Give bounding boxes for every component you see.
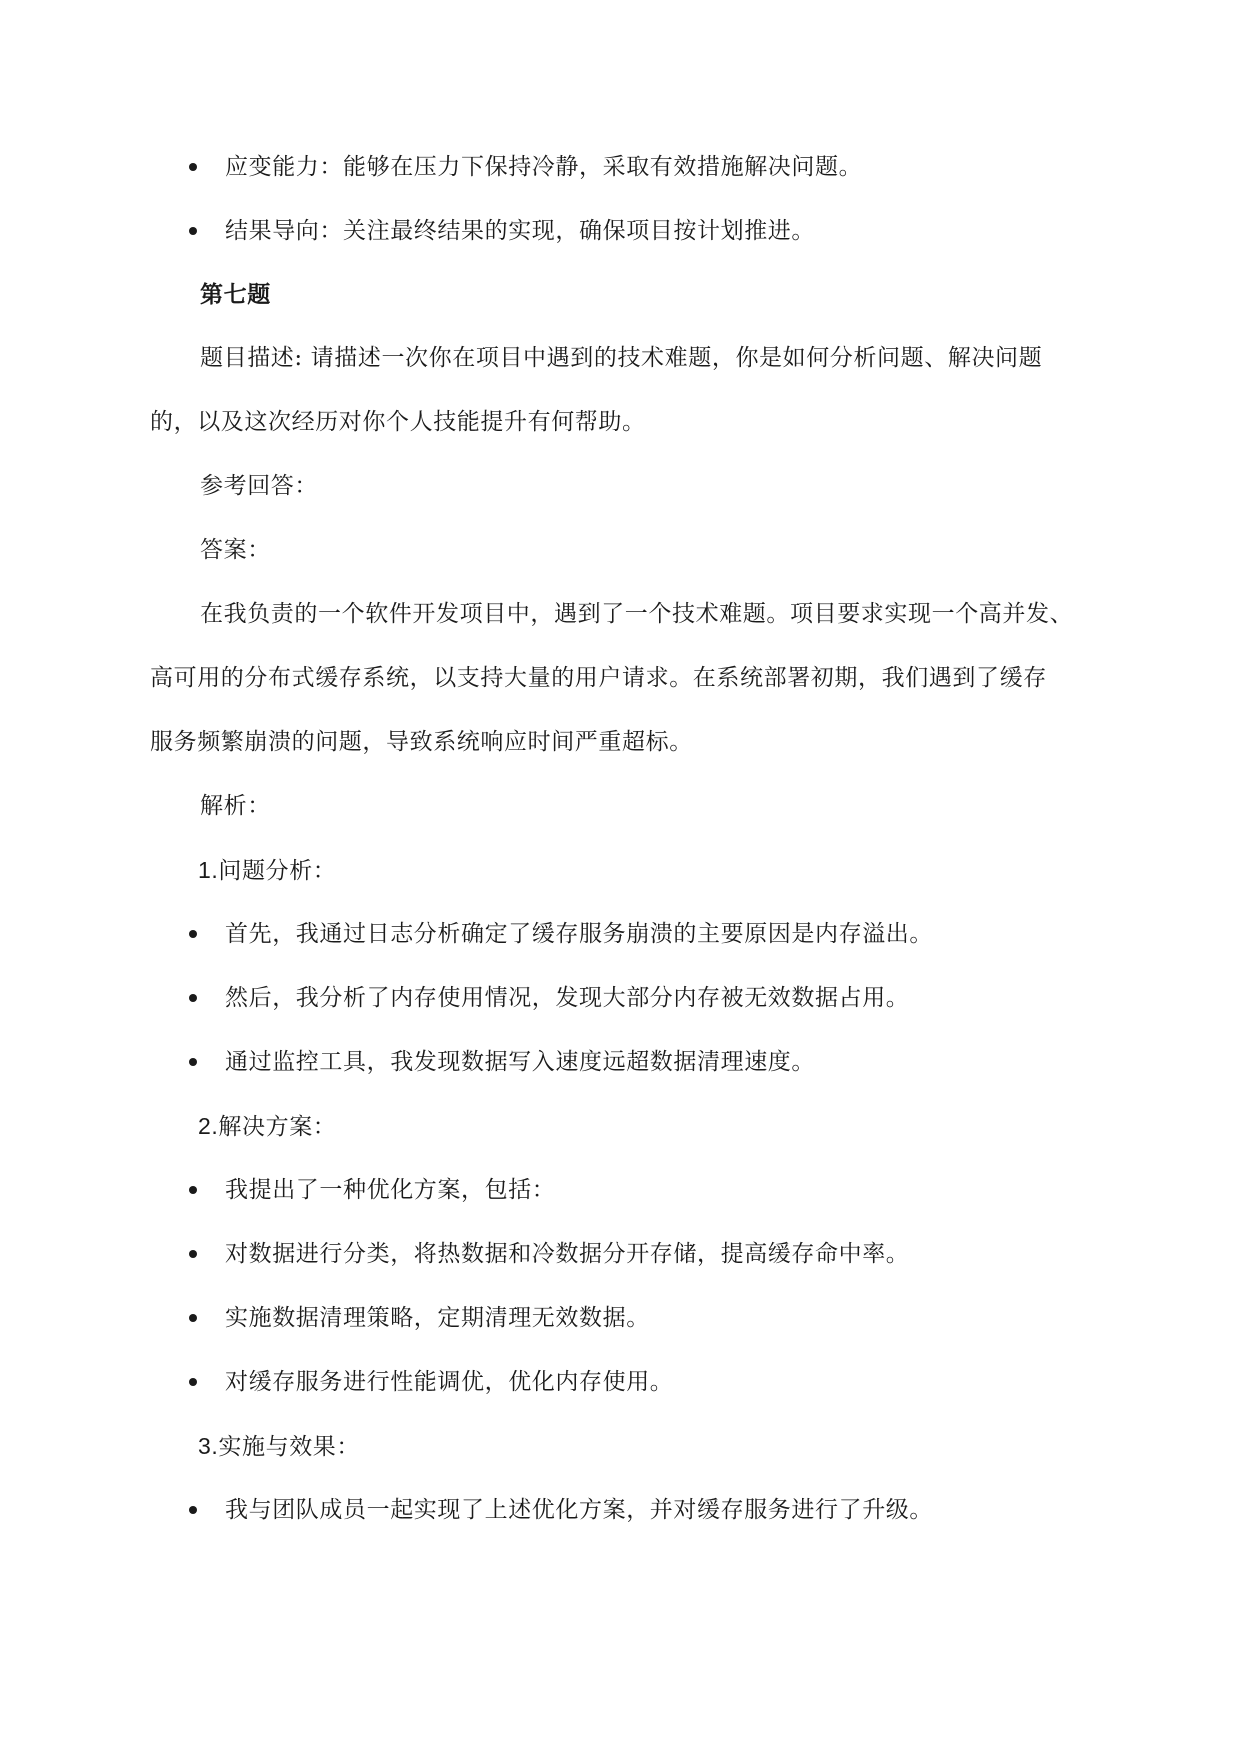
analysis-label: 解析： — [200, 793, 271, 819]
section-1-bullet-1: 首先，我通过日志分析确定了缓存服务崩溃的主要原因是内存溢出。 — [225, 921, 933, 947]
bullet-dot — [189, 1250, 197, 1258]
section-1-number: 1. — [198, 857, 219, 883]
bullet-dot — [189, 930, 197, 938]
section-2-title: 解决方案： — [218, 1114, 337, 1140]
section-1-title: 问题分析： — [218, 858, 337, 884]
question-description-line-1: 题目描述: 请描述一次你在项目中遇到的技术难题，你是如何分析问题、解决问题 — [200, 345, 1043, 371]
answer-paragraph-line-3: 服务频繁崩溃的问题，导致系统响应时间严重超标。 — [150, 729, 693, 755]
bullet-dot — [189, 1378, 197, 1386]
section-2-bullet-4: 对缓存服务进行性能调优，优化内存使用。 — [225, 1369, 674, 1395]
answer-label: 答案： — [200, 537, 271, 563]
bullet-dot — [189, 163, 197, 171]
section-2-number: 2. — [198, 1113, 219, 1139]
section-1-bullet-2: 然后，我分析了内存使用情况，发现大部分内存被无效数据占用。 — [225, 985, 910, 1011]
section-3-bullet-1: 我与团队成员一起实现了上述优化方案，并对缓存服务进行了升级。 — [225, 1497, 933, 1523]
reference-answer-label: 参考回答： — [200, 473, 318, 499]
answer-paragraph-line-2: 高可用的分布式缓存系统，以支持大量的用户请求。在系统部署初期，我们遇到了缓存 — [150, 665, 1047, 691]
section-2-bullet-2: 对数据进行分类，将热数据和冷数据分开存储，提高缓存命中率。 — [225, 1241, 910, 1267]
bullet-dot — [189, 1506, 197, 1514]
section-2-bullet-3: 实施数据清理策略，定期清理无效数据。 — [225, 1305, 650, 1331]
section-3-number: 3. — [198, 1433, 219, 1459]
bullet-item-result-oriented: 结果导向：关注最终结果的实现，确保项目按计划推进。 — [225, 218, 815, 244]
bullet-item-adaptability: 应变能力：能够在压力下保持冷静，采取有效措施解决问题。 — [225, 154, 863, 180]
bullet-dot — [189, 994, 197, 1002]
answer-paragraph-line-1: 在我负责的一个软件开发项目中，遇到了一个技术难题。项目要求实现一个高并发、 — [200, 601, 1074, 627]
bullet-dot — [189, 227, 197, 235]
bullet-dot — [189, 1186, 197, 1194]
section-3-heading — [198, 1430, 360, 1462]
section-1-heading — [198, 854, 336, 886]
section-2-bullet-1: 我提出了一种优化方案，包括： — [225, 1177, 556, 1203]
section-1-bullet-3: 通过监控工具，我发现数据写入速度远超数据清理速度。 — [225, 1049, 815, 1075]
bullet-dot — [189, 1058, 197, 1066]
section-3-title: 实施与效果： — [218, 1434, 360, 1460]
question-description-line-2: 的，以及这次经历对你个人技能提升有何帮助。 — [150, 409, 646, 435]
section-2-heading — [198, 1110, 336, 1142]
question-heading: 第七题 — [200, 282, 271, 308]
bullet-dot — [189, 1314, 197, 1322]
